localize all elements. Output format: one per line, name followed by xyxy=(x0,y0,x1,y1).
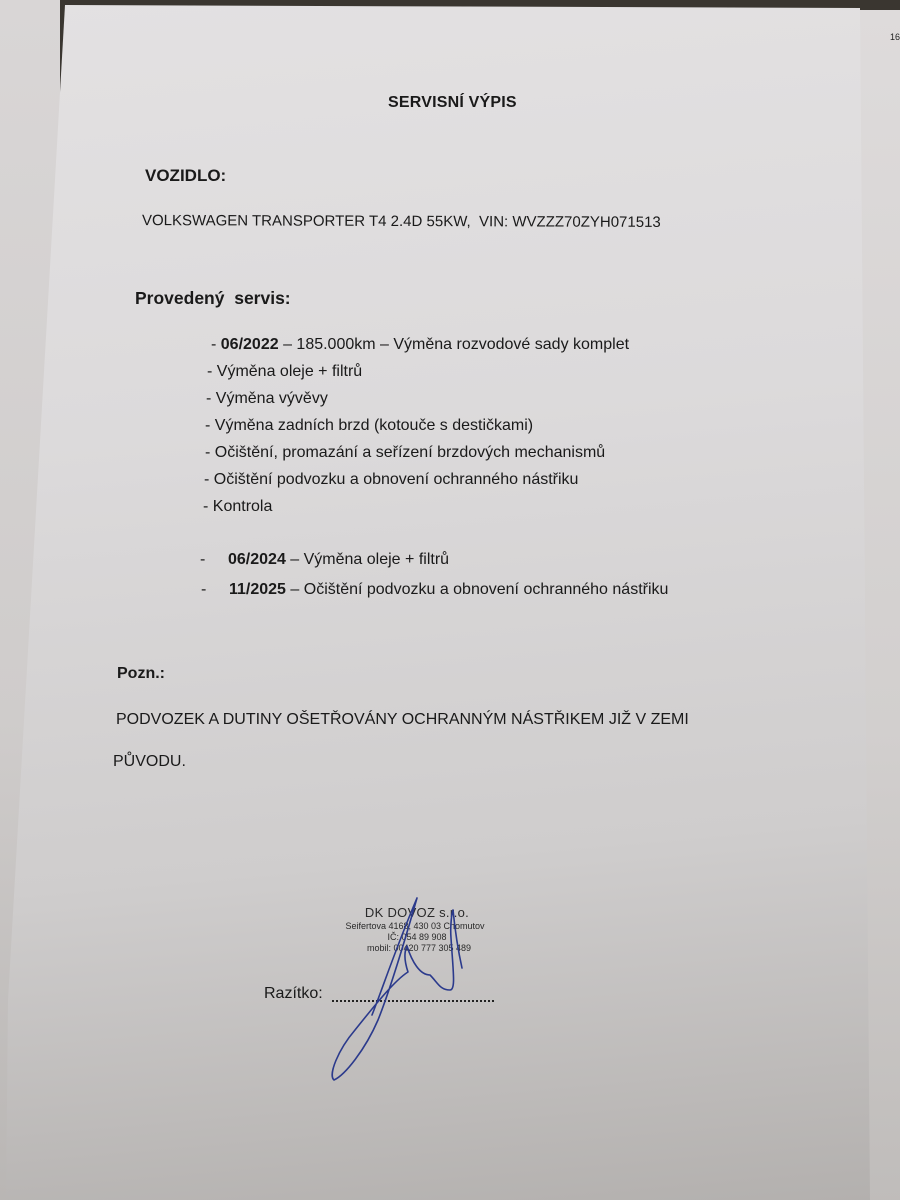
later-service-item xyxy=(200,549,668,579)
service-heading: Provedený servis: xyxy=(135,288,291,308)
stamp-company-name: DK DOVOZ s.r.o. xyxy=(364,905,470,920)
adjacent-page-number: 16 xyxy=(890,32,900,42)
service-item-text: – Očištění podvozku a obnovení ochranného nástřiku xyxy=(285,581,669,598)
stamp-mobile: mobil: 00420 777 305 489 xyxy=(366,943,472,953)
note-text-line-2: PŮVODU. xyxy=(113,753,186,770)
service-item: - Očištění, promazání a seřízení brzdových mechanismů xyxy=(205,444,606,461)
later-service-list xyxy=(200,549,668,609)
service-item-text: – Výměna oleje + filtrů xyxy=(285,551,450,568)
service-item: - Výměna vývěvy xyxy=(206,390,328,407)
company-stamp xyxy=(327,905,497,954)
service-item: - Výměna zadních brzd (kotouče s destičkami) xyxy=(205,417,534,434)
vehicle-heading: VOZIDLO: xyxy=(145,166,227,185)
stamp-address: Seifertova 4168, 430 03 Chomutov xyxy=(345,921,485,931)
service-date: 06/2024 xyxy=(228,551,286,568)
service-item-first xyxy=(211,334,629,361)
stamp-dotted-line xyxy=(332,1000,494,1002)
service-item: - Kontrola xyxy=(203,498,273,515)
service-item-prefix: - xyxy=(211,336,221,353)
stamp-label: Razítko: xyxy=(264,985,323,1002)
stamp-ic: IČ: 054 89 908 xyxy=(387,932,447,942)
list-dash: - xyxy=(201,581,207,598)
service-item: - Očištění podvozku a obnovení ochranného nástřiku xyxy=(204,471,579,488)
note-text-line-1: PODVOZEK A DUTINY OŠETŘOVÁNY OCHRANNÝM NÁSTŘIKEM JIŽ V ZEMI xyxy=(116,711,689,728)
document-title: SERVISNÍ VÝPIS xyxy=(388,94,517,111)
vehicle-description: VOLKSWAGEN TRANSPORTER T4 2.4D 55KW, VIN: WVZZZ70ZYH071513 xyxy=(141,212,661,231)
service-list xyxy=(203,334,629,523)
service-date: 11/2025 xyxy=(229,581,286,598)
later-service-item xyxy=(201,579,668,609)
list-dash: - xyxy=(200,551,206,568)
service-item: - Výměna oleje + filtrů xyxy=(207,363,363,380)
note-heading: Pozn.: xyxy=(117,665,165,682)
service-date: 06/2022 xyxy=(220,336,279,353)
service-item-text: – 185.000km – Výměna rozvodové sady komplet xyxy=(278,336,630,353)
